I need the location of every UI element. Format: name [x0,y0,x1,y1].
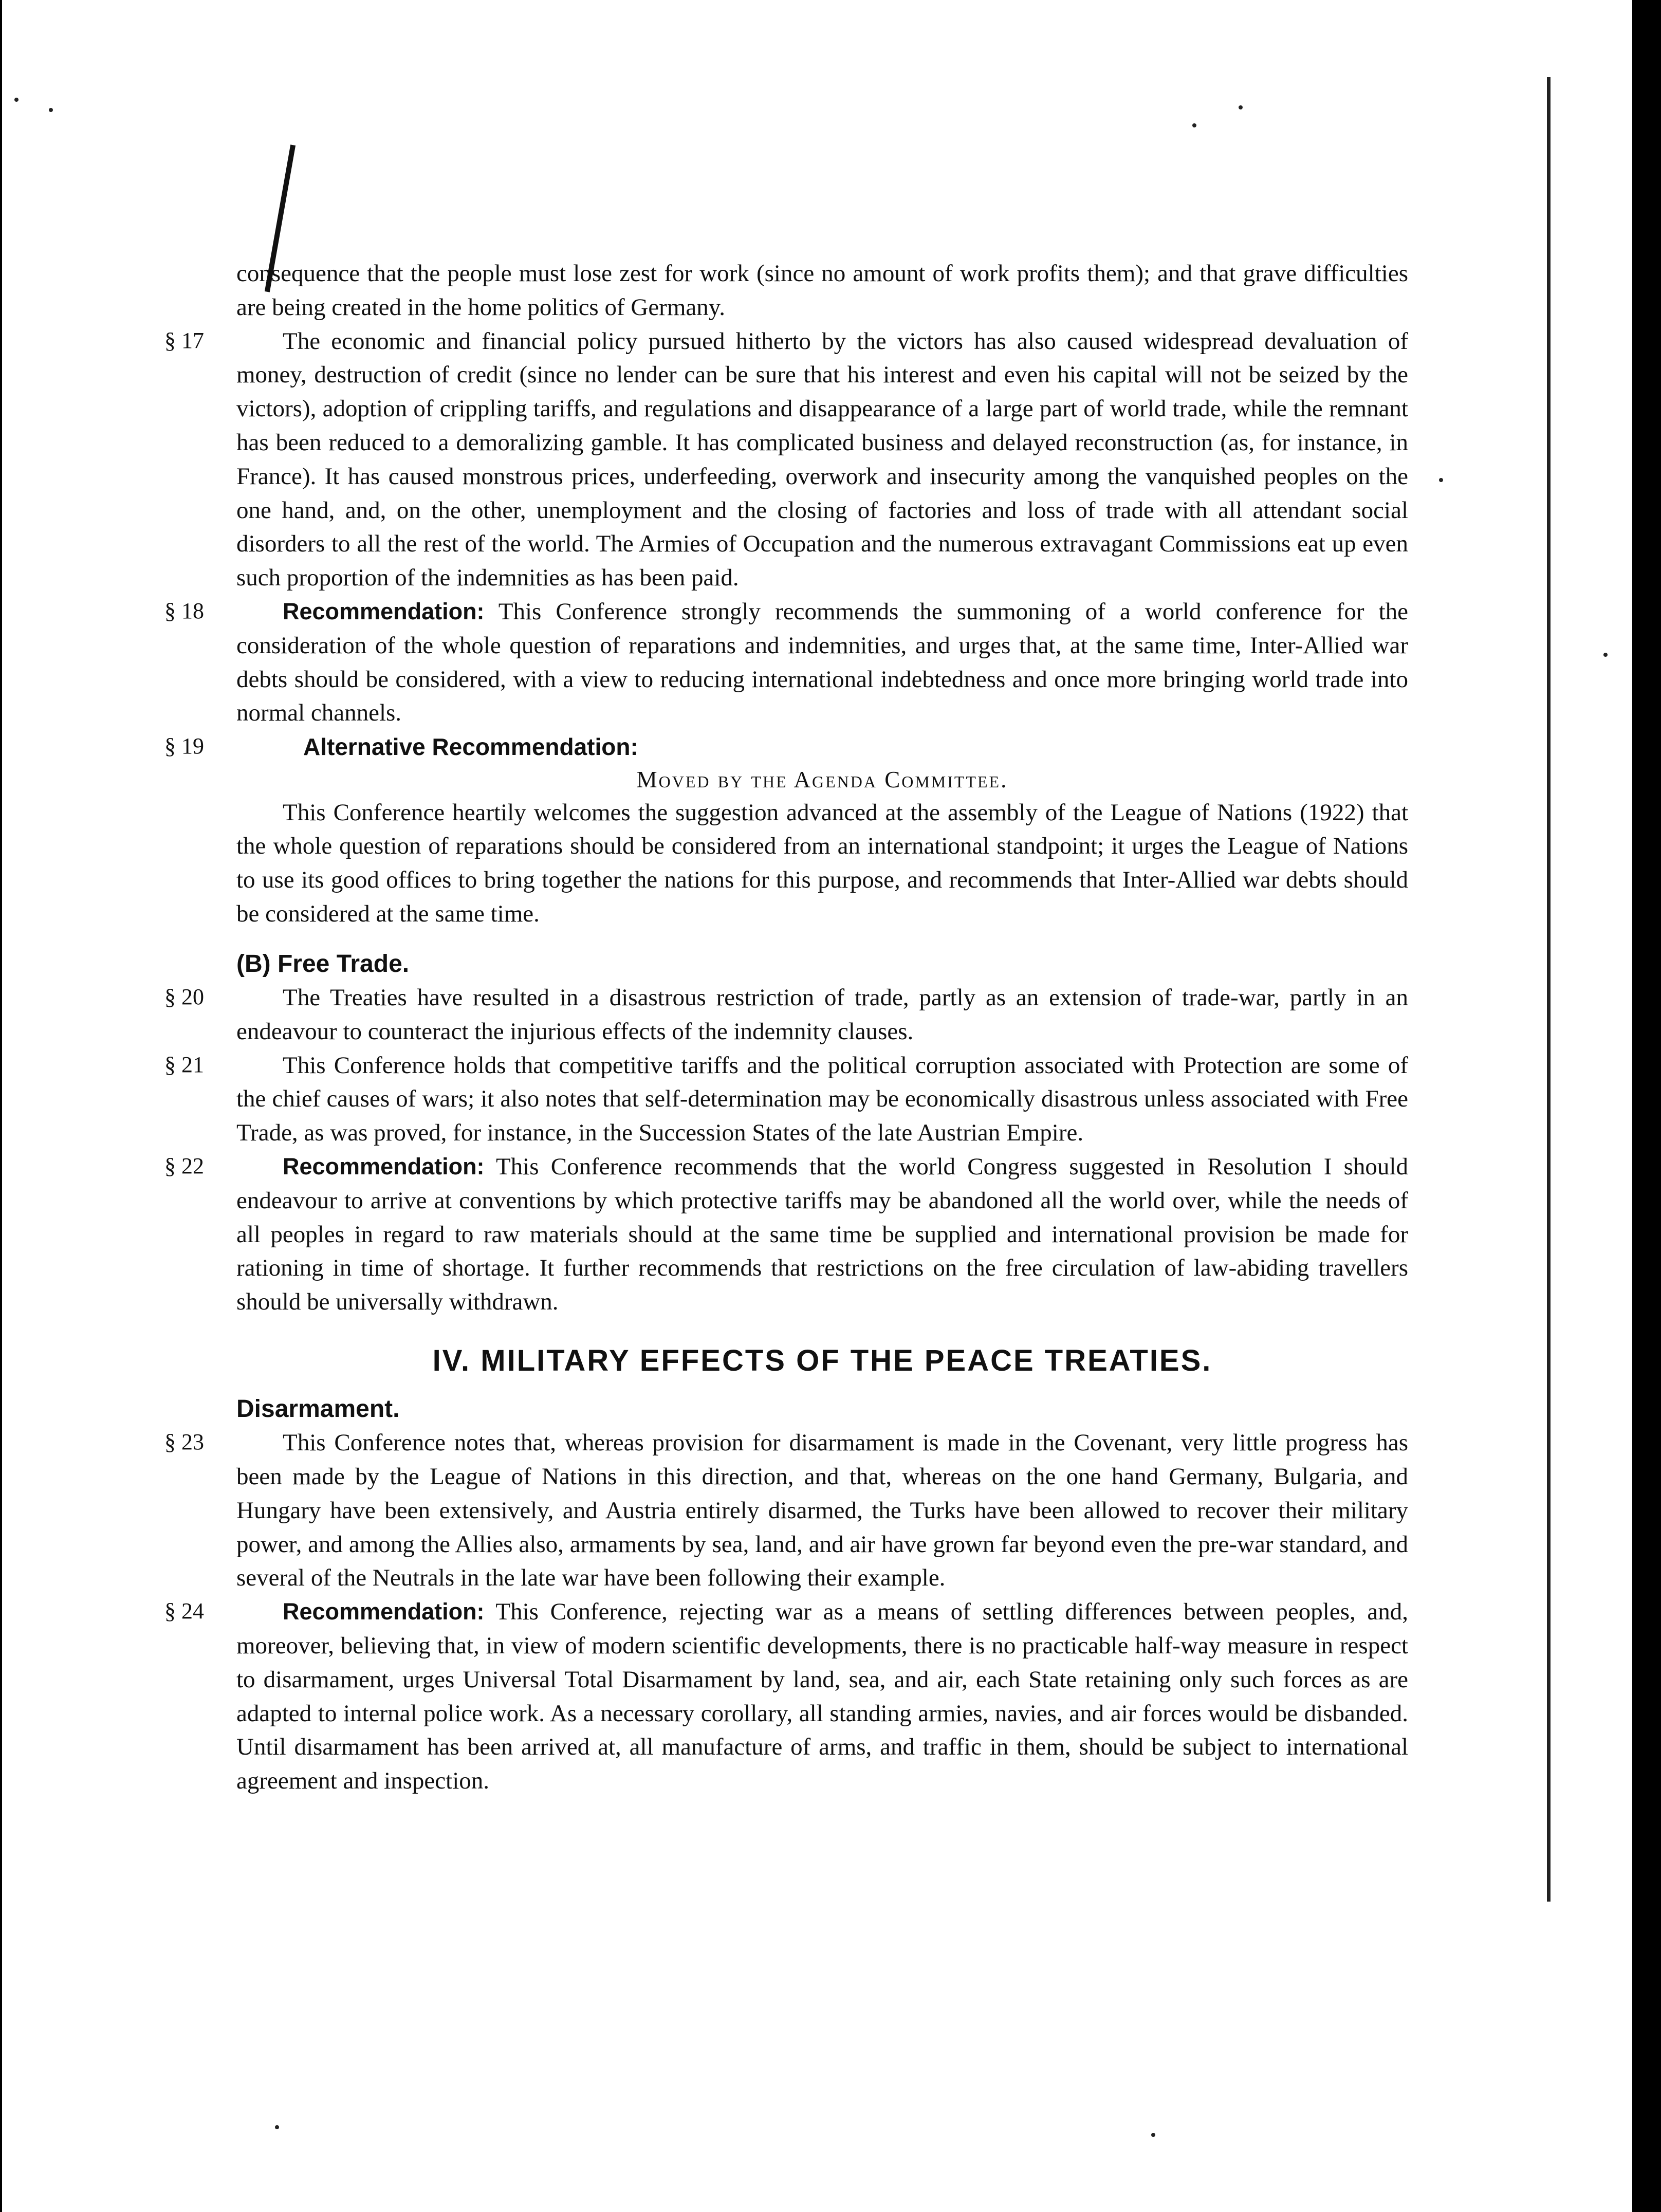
section-text: The economic and financial policy pursued hitherto by the victors has also caused widespread devaluation of money, destruction of credit (since no lender can be sure that his interest and even his capital will not be seized by the victors), adoption of crippling tariffs, and regulations and disappearance of a large part of world trade, while the remnant has been reduced to a demoralizing gamble. It has complicated business and delayed reconstruction (as, for instance, in France). It has caused monstrous prices, underfeeding, overwork and insecurity among the vanquished peoples on the one hand, and, on the other, unemployment and the closing of factories and loss of trade with all attendant social disorders to all the rest of the world. The Armies of Occupation and the numerous extravagant Commissions eat up even such proportion of the indemnities as has been paid. [236,327,1408,592]
section-21 [164,1049,1408,1150]
scan-speck [1192,123,1196,127]
section-marker: § 24 [164,1598,204,1624]
scan-speck [14,98,19,102]
section-text: This Conference notes that, whereas provision for disarmament is made in the Covenant, very little progress has been made by the League of Nations in this direction, and that, whereas on the one hand Germany, Bulgaria, and Hungary have been extensively, and Austria entirely disarmed, the Turks have been allowed to recover their military power, and among the Allies also, armaments by sea, land, and air have grown far beyond even the pre-war standard, and several of the Neutrals in the late war have been following their example. [236,1429,1408,1592]
section-19-heading [164,730,1408,763]
alternative-recommendation-label: Alternative Recommendation: [303,733,638,761]
margin-rule [1547,77,1551,1902]
section-marker: § 23 [164,1429,204,1455]
free-trade-heading: (B) Free Trade. [236,950,410,978]
section-text: This Conference, rejecting war as a means of settling differences between peoples, and, moreover, believing that, in view of modern scientific developments, there is no practicable half-way measure in respect to disarmament, urges Universal Total Disarmament by land, sea, and air, each State retaining only such forces as are adapted to internal police work. As a necessary corollary, all standing armies, navies, and air forces would be disbanded. Until disarmament has been arrived at, all manufacture of arms, and traffic in them, should be subject to international agreement and inspection. [236,1598,1408,1795]
section-text: The Treaties have resulted in a disastrous restriction of trade, partly as an extension of trade-war, partly in an endeavour to counteract the injurious effects of the indemnity clauses. [236,984,1408,1045]
section-marker: § 21 [164,1052,204,1077]
disarmament-heading: Disarmament. [236,1395,400,1423]
section-marker: § 20 [164,984,204,1009]
section-19-text: This Conference heartily welcomes the suggestion advanced at the assembly of the League of Nations (1922) that the whole question of reparations should be considered from an international standpoint; it urges the League of Nations to use its good offices to bring together the nations for this purpose, and recommends that Inter-Allied war debts should be considered at the same time. [236,799,1408,927]
recommendation-label: Recommendation: [283,598,485,624]
recommendation-label: Recommendation: [283,1153,485,1179]
scan-speck [275,2125,279,2129]
section-17 [164,325,1408,595]
scan-speck [49,108,53,112]
part-iv-title: IV. MILITARY EFFECTS OF THE PEACE TREATIES. [432,1343,1212,1377]
section-23 [164,1426,1408,1595]
section-18 [164,595,1408,730]
section-24 [164,1595,1408,1798]
section-text: This Conference holds that competitive tariffs and the political corruption associated with Protection are some of the chief causes of wars; it also notes that self-determination may be economically disastrous unless associated with Free Trade, as was proved, for instance, in the Succession States of the late Austrian Empire. [236,1052,1408,1147]
section-marker: § 18 [164,598,204,623]
scan-speck [1439,478,1443,482]
scan-speck [1603,653,1608,657]
document-page [164,257,1408,1798]
scan-speck [1239,105,1243,109]
section-marker: § 19 [164,733,204,759]
section-22 [164,1150,1408,1319]
scan-border-right [1632,0,1661,2212]
intro-paragraph: consequence that the people must lose zest for work (since no amount of work profits them); and that grave difficulties are being created in the home politics of Germany. [236,260,1408,321]
section-text: This Conference strongly recommends the summoning of a world conference for the consideration of the whole question of reparations and indemnities, and urges that, at the same time, Inter-Allied war debts should be considered, with a view to reducing international indebtedness and once more bringing world trade into normal channels. [236,598,1408,727]
section-marker: § 17 [164,327,204,353]
section-marker: § 22 [164,1153,204,1178]
section-20 [164,981,1408,1049]
scan-speck [1151,2133,1155,2137]
section-text: This Conference recommends that the world Congress suggested in Resolution I should endeavour to arrive at conventions by which protective tariffs may be abandoned all the world over, while the needs of all peoples in regard to raw materials should at the same time be supplied and international provision be made for rationing in time of shortage. It further recommends that restrictions on the free circulation of law-abiding travellers should be universally withdrawn. [236,1153,1408,1316]
scan-border-left [0,0,2,2212]
recommendation-label: Recommendation: [283,1598,485,1625]
moved-by-line: Moved by the Agenda Committee. [636,766,1008,792]
